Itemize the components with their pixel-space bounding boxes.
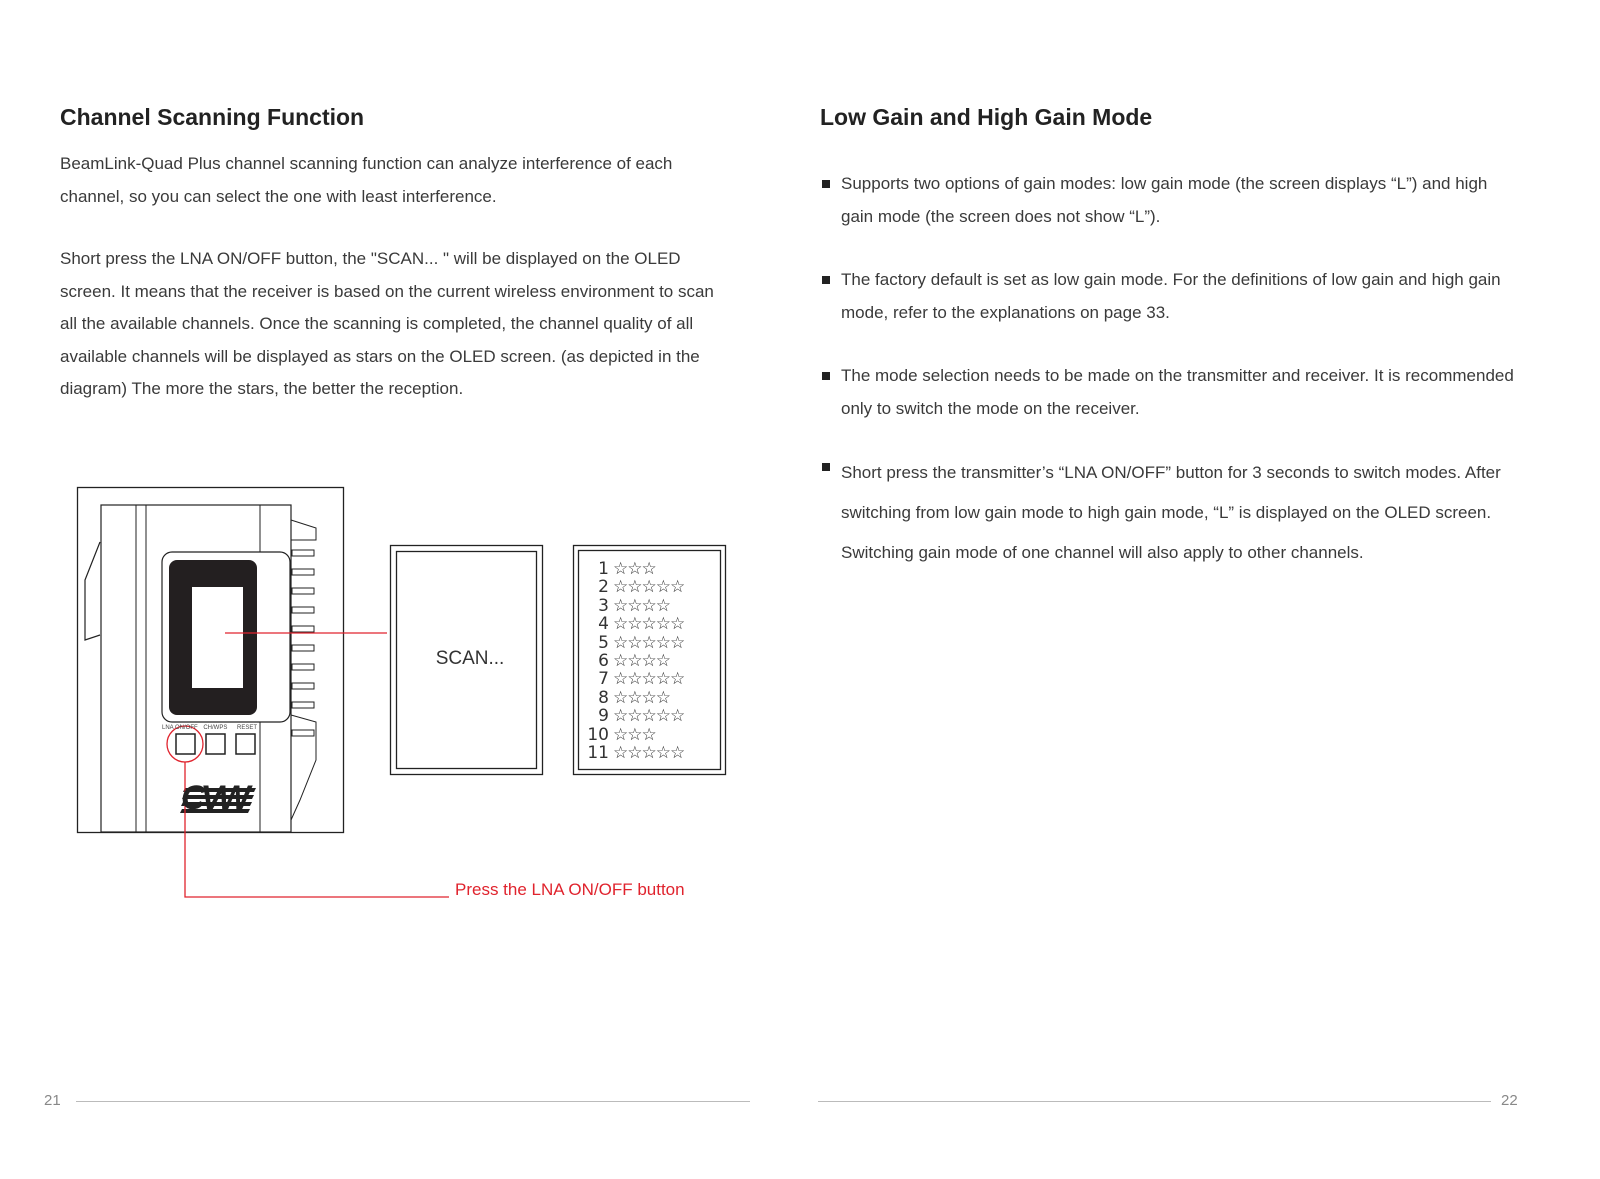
channel-row xyxy=(585,597,725,615)
receiver-button-labels xyxy=(162,725,257,731)
channel-number: 1 xyxy=(598,559,609,579)
press-lna-caption: Press the LNA ON/OFF button xyxy=(455,880,685,899)
gain-mode-bullets xyxy=(822,168,1522,573)
channel-row xyxy=(585,560,725,578)
star-rating-icon: ☆☆☆☆ xyxy=(613,650,670,671)
cvw-logo: CVW xyxy=(181,779,246,817)
channel-row xyxy=(585,744,725,762)
star-rating-icon: ☆☆☆ xyxy=(613,559,656,579)
list-item: The factory default is set as low gain mode. For the definitions of low gain and high gain mode, refer to the explanations on page 33. xyxy=(822,264,1522,329)
star-rating-icon: ☆☆☆☆☆ xyxy=(613,614,685,635)
channel-row xyxy=(585,670,725,688)
bullet-square-icon xyxy=(822,180,830,188)
channel-row xyxy=(585,689,725,707)
channel-number: 7 xyxy=(598,669,609,690)
channel-row xyxy=(585,615,725,633)
star-rating-icon: ☆☆☆☆☆ xyxy=(613,577,685,598)
right-page xyxy=(800,0,1600,1179)
channel-number: 8 xyxy=(598,687,609,708)
channel-row xyxy=(585,634,725,652)
ch-wps-button-label: CH/WPS xyxy=(203,725,228,731)
channel-number: 5 xyxy=(598,632,609,653)
channel-scanning-body: Short press the LNA ON/OFF button, the "SCAN... " will be displayed on the OLED screen. It means that the receiver is based on the current wireless environment to scan all the available channels. Once the scanning is completed, the channel quality of all available channels will be displayed as stars on the OLED screen. (as depicted in the diagram) The more the stars, the better the reception. xyxy=(60,249,714,398)
channel-scanning-intro: BeamLink-Quad Plus channel scanning function can analyze interference of each channel, so you can select the one with least interference. xyxy=(60,154,673,206)
channel-row xyxy=(585,578,725,596)
channel-number: 4 xyxy=(598,614,609,635)
gain-mode-title: Low Gain and High Gain Mode xyxy=(820,104,1153,130)
bullet-square-icon xyxy=(822,463,830,471)
star-rating-icon: ☆☆☆☆ xyxy=(613,687,670,708)
star-rating-icon: ☆☆☆☆☆ xyxy=(613,742,685,763)
channel-number: 11 xyxy=(587,742,609,763)
channel-number: 9 xyxy=(598,706,609,727)
channel-number: 3 xyxy=(598,595,609,616)
footer-divider-left xyxy=(76,1101,750,1102)
list-item: Short press the transmitter’s “LNA ON/OFF” button for 3 seconds to switch modes. After switching from low gain mode to high gain mode, “L” is displayed on the OLED screen. Switching gain mode of one channel will also apply to other channels. xyxy=(822,453,1522,573)
lna-button-label: LNA ON/OFF xyxy=(162,725,198,731)
footer-divider-right xyxy=(818,1101,1491,1102)
star-rating-icon: ☆☆☆☆ xyxy=(613,595,670,616)
star-rating-icon: ☆☆☆☆☆ xyxy=(613,706,685,727)
channel-row xyxy=(585,652,725,670)
channel-scanning-title: Channel Scanning Function xyxy=(60,104,365,130)
bullet-square-icon xyxy=(822,276,830,284)
list-item: The mode selection needs to be made on the transmitter and receiver. It is recommended only to switch the mode on the receiver. xyxy=(822,360,1522,425)
star-rating-icon: ☆☆☆ xyxy=(613,724,656,745)
channel-row xyxy=(585,726,725,744)
list-item: Supports two options of gain modes: low gain mode (the screen displays “L”) and high gain mode (the screen does not show “L”). xyxy=(822,168,1522,233)
page-number-left: 21 xyxy=(44,1092,61,1109)
reset-button-label: RESET xyxy=(237,725,258,731)
scan-screen-text: SCAN... xyxy=(435,648,505,669)
channel-row xyxy=(585,707,725,725)
channel-number: 2 xyxy=(598,577,609,598)
channel-number: 10 xyxy=(587,724,609,745)
bullet-square-icon xyxy=(822,372,830,380)
channel-number: 6 xyxy=(598,650,609,671)
channel-quality-list xyxy=(585,560,725,762)
star-rating-icon: ☆☆☆☆☆ xyxy=(613,632,685,653)
page-number-right: 22 xyxy=(1501,1092,1518,1109)
star-rating-icon: ☆☆☆☆☆ xyxy=(613,669,685,690)
